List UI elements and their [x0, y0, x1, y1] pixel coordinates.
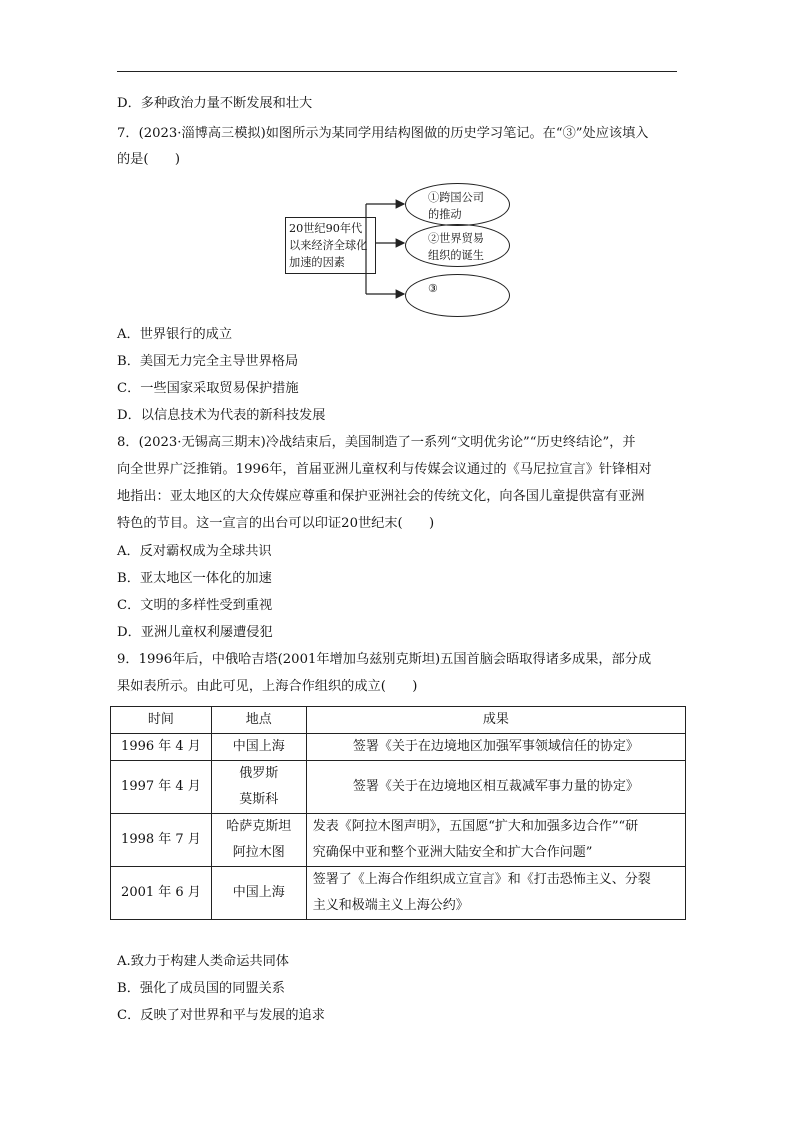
diagram-box-line3: 加速的因素: [289, 256, 345, 269]
oval1-line2: 的推动: [428, 208, 462, 221]
cell-result-line2: 究确保中亚和整个亚洲大陆安全和扩大合作问题”: [312, 845, 593, 860]
table-header-row: [111, 707, 686, 734]
header-rule: [117, 71, 677, 72]
cell-place: [211, 761, 306, 814]
header-result: 成果: [306, 707, 685, 734]
cell-place: 中国上海: [211, 867, 306, 920]
q7-stem-line1: 7．(2023·淄博高三模拟)如图所示为某同学用结构图做的历史学习笔记。在“③”处应该填入: [117, 126, 649, 141]
q7-option-a[interactable]: A．世界银行的成立: [117, 327, 233, 342]
oval3-line1: ③: [428, 282, 439, 295]
prev-option-d: D．多种政治力量不断发展和壮大: [117, 96, 313, 111]
diagram-box-line1: 20世纪90年代: [289, 222, 363, 235]
q9-option-c[interactable]: C．反映了对世界和平与发展的追求: [117, 1008, 325, 1023]
oval2-line1: ②世界贸易: [428, 232, 484, 245]
cell-place-line1: 哈萨克斯坦: [226, 819, 292, 834]
diagram-box-line2: 以来经济全球化: [289, 239, 368, 252]
q7-option-d[interactable]: D．以信息技术为代表的新科技发展: [117, 408, 326, 423]
cell-result: 签署《关于在边境地区相互裁减军事力量的协定》: [306, 761, 685, 814]
table-row: [111, 761, 686, 814]
cell-result: 签署《关于在边境地区加强军事领域信任的协定》: [306, 734, 685, 761]
diagram-oval-3: [405, 274, 510, 317]
q9-stem-line2: 果如表所示。由此可见，上海合作组织的成立( ): [117, 679, 418, 694]
diagram-oval-1: [405, 183, 510, 226]
cell-result: [306, 814, 685, 867]
q7-option-b[interactable]: B．美国无力完全主导世界格局: [117, 354, 299, 369]
header-place: 地点: [211, 707, 306, 734]
q8-stem-line4: 特色的节目。这一宣言的出台可以印证20世纪末( ): [117, 516, 435, 531]
header-time: 时间: [111, 707, 212, 734]
cell-result-line1: 发表《阿拉木图声明》，五国愿“扩大和加强多边合作”“研: [312, 819, 639, 834]
cell-time: 1997 年 4 月: [111, 761, 212, 814]
cell-place-line2: 莫斯科: [239, 792, 279, 807]
cell-result-line1: 签署了《上海合作组织成立宣言》和《打击恐怖主义、分裂: [312, 872, 651, 887]
oval1-line1: ①跨国公司: [428, 191, 484, 204]
oval2-line2: 组织的诞生: [428, 249, 484, 262]
diagram-oval-2: [405, 224, 510, 267]
diagram-central-box: [285, 217, 376, 274]
q8-stem-line3: 地指出：亚太地区的大众传媒应尊重和保护亚洲社会的传统文化，向各国儿童提供富有亚洲: [117, 489, 645, 504]
cell-place: 中国上海: [211, 734, 306, 761]
q7-stem-line2: 的是( ): [117, 152, 181, 167]
table-row: [111, 814, 686, 867]
q9-option-b[interactable]: B．强化了成员国的同盟关系: [117, 981, 285, 996]
q8-option-c[interactable]: C．文明的多样性受到重视: [117, 598, 273, 613]
q9-option-a[interactable]: A.致力于构建人类命运共同体: [117, 954, 289, 969]
q8-stem-line1: 8．(2023·无锡高三期末)冷战结束后，美国制造了一系列“文明优劣论”“历史终结论”，并: [117, 435, 636, 450]
q8-option-b[interactable]: B．亚太地区一体化的加速: [117, 571, 272, 586]
q7-structure-diagram: [284, 180, 514, 320]
q8-option-a[interactable]: A．反对霸权成为全球共识: [117, 544, 272, 559]
q8-stem-line2: 向全世界广泛推销。1996年，首届亚洲儿童权利与传媒会议通过的《马尼拉宣言》针锋相对: [117, 462, 652, 477]
cell-place: [211, 814, 306, 867]
q9-results-table: [110, 706, 686, 920]
q9-stem-line1: 9．1996年后，中俄哈吉塔(2001年增加乌兹别克斯坦)五国首脑会晤取得诸多成果，部分成: [117, 652, 652, 667]
cell-place-line1: 俄罗斯: [239, 766, 279, 781]
cell-time: 1998 年 7 月: [111, 814, 212, 867]
q8-option-d[interactable]: D．亚洲儿童权利屡遭侵犯: [117, 625, 273, 640]
cell-result: [306, 867, 685, 920]
cell-time: 2001 年 6 月: [111, 867, 212, 920]
table-row: [111, 867, 686, 920]
cell-time: 1996 年 4 月: [111, 734, 212, 761]
cell-place-line2: 阿拉木图: [232, 845, 285, 860]
cell-result-line2: 主义和极端主义上海公约》: [312, 898, 469, 913]
q7-option-c[interactable]: C．一些国家采取贸易保护措施: [117, 381, 299, 396]
table-row: [111, 734, 686, 761]
